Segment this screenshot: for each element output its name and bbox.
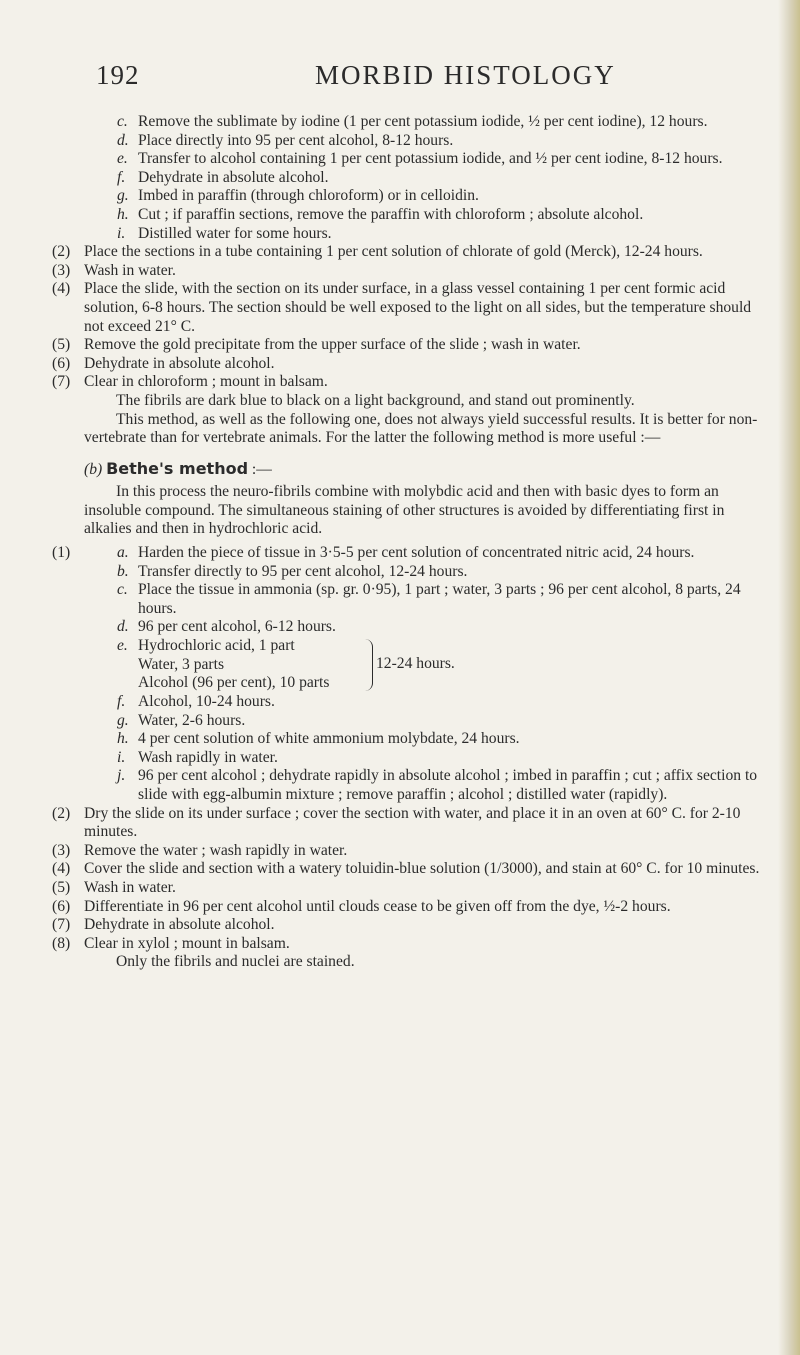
bethe-step-1g: g. Water, 2-6 hours. (117, 711, 246, 729)
step-1c: c. Remove the sublimate by iodine (1 per cent potassium iodide, ½ per cent iodine), 12 hours. (117, 113, 708, 130)
step-1e: e. Transfer to alcohol containing 1 per cent potassium iodide, and ½ per cent iodine, 8-12 hours. (117, 150, 723, 168)
step-6: (6) Dehydrate in absolute alcohol. (52, 354, 275, 372)
step-1f: f. Dehydrate in absolute alcohol. (117, 168, 329, 186)
page-edge-shadow (778, 0, 800, 1355)
bethe-step-1d: d. 96 per cent alcohol, 6-12 hours. (117, 618, 336, 636)
section-heading: (b) Bethe's method :— (84, 458, 272, 478)
brace-time: 12-24 hours. (376, 655, 455, 673)
running-head: MORBID HISTOLOGY (315, 60, 616, 90)
bethe-step-2: (2) Dry the slide on its under surface ; cover the section with water, and place it in an oven at 60° C. for 2-10 minutes. (52, 804, 741, 841)
bethe-step-6: (6) Differentiate in 96 per cent alcohol until clouds cease to be given off from the dye, ½-2 hours. (52, 897, 671, 915)
step-1d: d. Place directly into 95 per cent alcohol, 8-12 hours. (117, 131, 454, 149)
reagent-list: Hydrochloric acid, 1 part Water, 3 parts Alcohol (96 per cent), 10 parts (138, 637, 330, 692)
step-1g: g. Imbed in paraffin (through chloroform) or in celloidin. (117, 187, 479, 205)
bethe-step-3: (3) Remove the water ; wash rapidly in water. (52, 841, 348, 859)
bethe-step-7: (7) Dehydrate in absolute alcohol. (52, 916, 275, 934)
bethe-step-4: (4) Cover the slide and section with a watery toluidin-blue solution (1/3000), and stain at 60° C. for 10 minutes. (52, 860, 760, 878)
bethe-step-1e: e. Hydrochloric acid, 1 part Water, 3 parts Alcohol (96 per cent), 10 parts 12-24 hours. (117, 637, 455, 692)
closing-note: Only the fibrils and nuclei are stained. (116, 953, 355, 971)
step-5: (5) Remove the gold precipitate from the upper surface of the slide ; wash in water. (52, 336, 581, 354)
bethe-step-5: (5) Wash in water. (52, 878, 176, 896)
bethe-step-1j: j. 96 per cent alcohol ; dehydrate rapidly in absolute alcohol ; imbed in paraffin ; cut ; affix section to slide with egg-albumin mixture ; remove paraffin ; alcohol ; distilled water (rapidly). (117, 767, 758, 803)
section-title: Bethe's method (106, 458, 249, 478)
step-1i: i. Distilled water for some hours. (117, 224, 332, 242)
step-4: (4) Place the slide, with the section on its under surface, in a glass vessel containing 1 per cent formic acid solution, 6-8 hours. The section should be well exposed to the light on all sides, but the temperature should not exceed 21° C. (52, 280, 752, 335)
step-7: (7) Clear in chloroform ; mount in balsam. (52, 373, 328, 391)
bethe-step-1a: (1) a. Harden the piece of tissue in 3·5-5 per cent solution of concentrated nitric acid, 24 hours. (52, 544, 695, 562)
note-paragraph: The fibrils are dark blue to black on a light background, and stand out prominently. (116, 391, 635, 409)
brace-bracket (364, 639, 373, 691)
bethe-step-1h: h. 4 per cent solution of white ammonium molybdate, 24 hours. (117, 730, 520, 748)
note-paragraph: This method, as well as the following one, does not always yield successful results. It is better for non-vertebrate than for vertebrate animals. For the latter the following method is more useful :— (84, 410, 758, 447)
bethe-step-1b: b. Transfer directly to 95 per cent alcohol, 12-24 hours. (117, 562, 468, 580)
step-1h: h. Cut ; if paraffin sections, remove the paraffin with chloroform ; absolute alcohol. (117, 205, 644, 223)
bethe-step-1i: i. Wash rapidly in water. (117, 748, 278, 766)
page-header (0, 60, 800, 100)
step-3: (3) Wash in water. (52, 261, 176, 279)
bethe-step-8: (8) Clear in xylol ; mount in balsam. (52, 934, 290, 952)
bethe-step-1c: c. Place the tissue in ammonia (sp. gr. 0·95), 1 part ; water, 3 parts ; 96 per cent alcohol, 8 parts, 24 hours. (117, 581, 741, 617)
bethe-step-1f: f. Alcohol, 10-24 hours. (117, 693, 275, 711)
intro-paragraph: In this process the neuro-fibrils combine with molybdic acid and then with basic dyes to form an insoluble compound. The simultaneous staining of other structures is avoided by differentiating first in alkalies and then in hydrochloric acid. (84, 483, 725, 538)
page-number: 192 (96, 60, 140, 90)
step-2: (2) Place the sections in a tube containing 1 per cent solution of chlorate of gold (Merck), 12-24 hours. (52, 243, 703, 261)
page-body (52, 113, 768, 972)
